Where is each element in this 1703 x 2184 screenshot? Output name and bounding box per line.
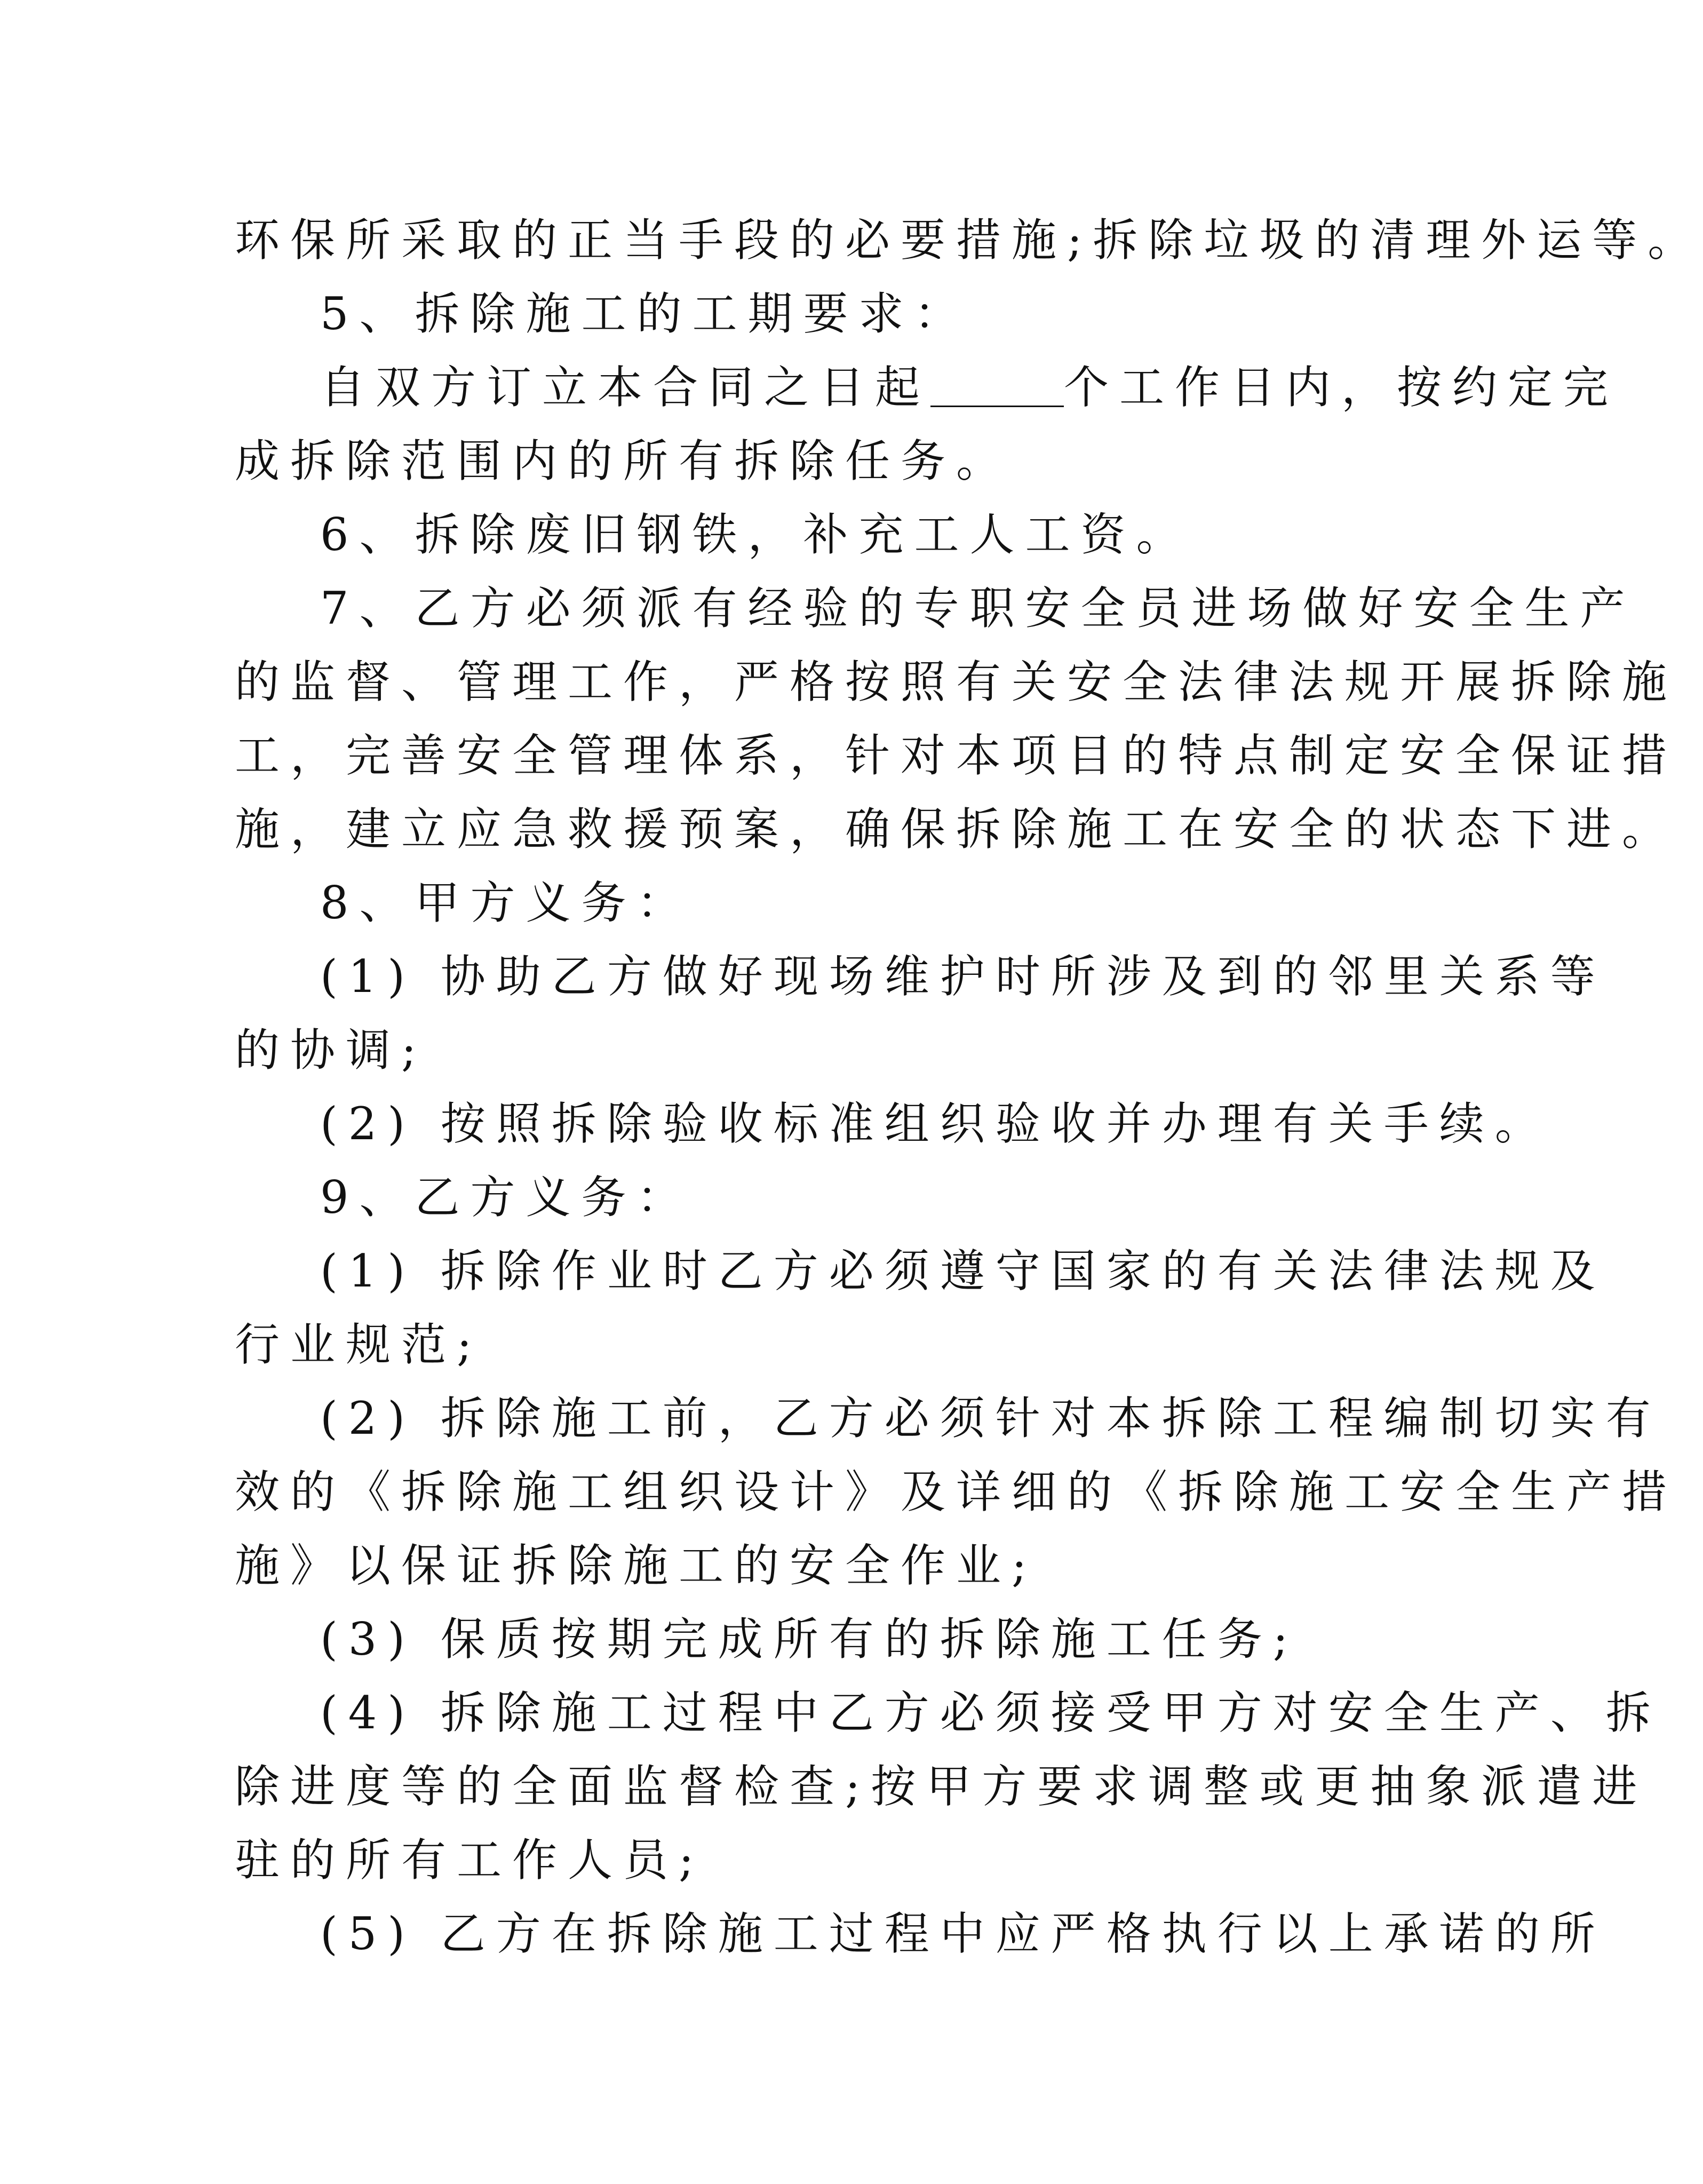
text-segment: 自双方订立本合同之日起: [320, 361, 931, 414]
text-line: (2) 按照拆除验收标准组织验收并办理有关手续。: [320, 1098, 1550, 1150]
text-segment: 个工作日内，按约定完: [1064, 361, 1619, 414]
text-line: 施，建立应急救援预案，确保拆除施工在安全的状态下进。: [235, 803, 1678, 855]
text-line: 除进度等的全面监督检查;按甲方要求调整或更抽象派遣进: [235, 1760, 1648, 1813]
text-line: 的监督、管理工作，严格按照有关安全法律法规开展拆除施: [235, 656, 1678, 708]
text-line: 工，完善安全管理体系，针对本项目的特点制定安全保证措: [235, 729, 1678, 782]
text-line-with-blank: [320, 350, 1619, 425]
text-line: 9、乙方义务：: [320, 1171, 693, 1224]
text-line: (2) 拆除施工前，乙方必须针对本拆除工程编制切实有: [320, 1392, 1661, 1444]
text-line: 7、乙方必须派有经验的专职安全员进场做好安全生产: [320, 582, 1636, 634]
text-line: 驻的所有工作人员;: [235, 1834, 705, 1886]
text-line: (1) 拆除作业时乙方必须遵守国家的有关法律法规及: [320, 1245, 1606, 1297]
text-line: 环保所采取的正当手段的必要措施;拆除垃圾的清理外运等。: [235, 214, 1703, 266]
text-line: (1) 协助乙方做好现场维护时所涉及到的邻里关系等: [320, 950, 1606, 1003]
text-line: 5、拆除施工的工期要求：: [320, 288, 970, 340]
text-line: (4) 拆除施工过程中乙方必须接受甲方对安全生产、拆: [320, 1687, 1661, 1739]
text-line: (3) 保质按期完成所有的拆除施工任务;: [320, 1613, 1299, 1665]
text-line: 施》以保证拆除施工的安全作业;: [235, 1539, 1038, 1592]
text-line: (5) 乙方在拆除施工过程中应严格执行以上承诺的所: [320, 1908, 1606, 1960]
text-line: 行业规范;: [235, 1319, 483, 1371]
fill-in-blank[interactable]: [930, 363, 1064, 407]
text-line: 8、甲方义务：: [320, 877, 693, 929]
text-line: 的协调;: [235, 1024, 427, 1076]
text-line: 6、拆除废旧钢铁，补充工人工资。: [320, 509, 1192, 561]
text-line: 效的《拆除施工组织设计》及详细的《拆除施工安全生产措: [235, 1466, 1678, 1518]
text-line: 成拆除范围内的所有拆除任务。: [235, 435, 1012, 487]
